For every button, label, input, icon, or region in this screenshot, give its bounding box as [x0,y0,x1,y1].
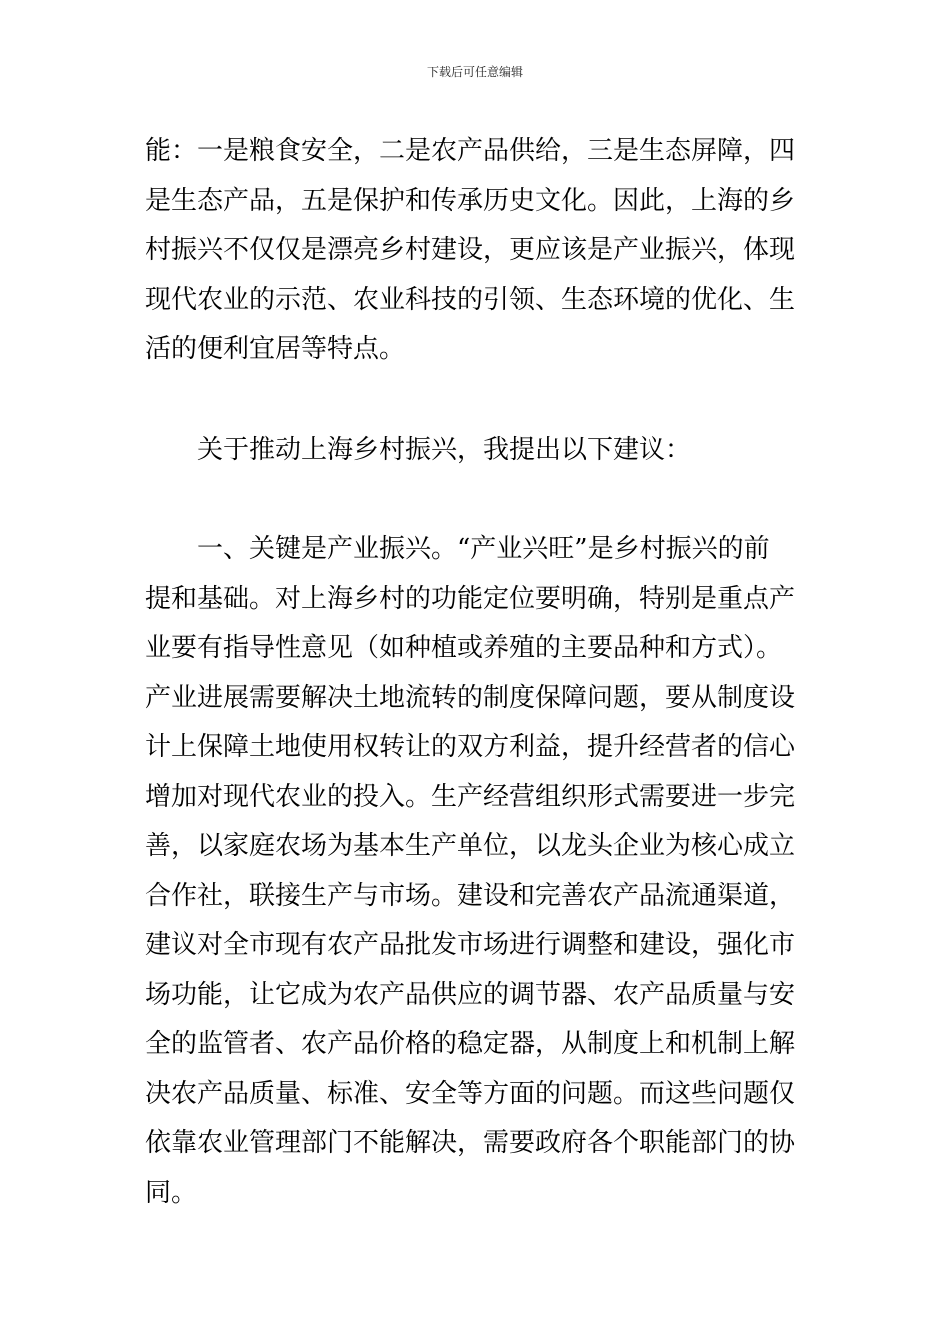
text-line: 是生态产品，五是保护和传承历史文化。因此，上海的乡 [145,185,796,216]
paragraph-3 [145,525,810,1218]
text-line: 同。 [145,1177,198,1208]
text-line: 村振兴不仅仅是漂亮乡村建设，更应该是产业振兴，体现 [145,235,796,265]
page-header: 下载后可任意编辑 [426,65,523,79]
text-line: 计上保障土地使用权转让的双方利益，提升经营者的信心 [145,732,796,762]
text-line: 决农产品质量、标准、安全等方面的问题。而这些问题仅 [145,1078,796,1109]
text-line: 活的便利宜居等特点。 [145,334,406,364]
text-line: 提和基础。对上海乡村的功能定位要明确，特别是重点产 [145,583,796,614]
text-line: 场功能，让它成为农产品供应的调节器、农产品质量与安 [145,979,796,1010]
text-line: 一、关键是产业振兴。“产业兴旺”是乡村振兴的前 [197,534,770,564]
text-line: 产业进展需要解决土地流转的制度保障问题，要从制度设 [145,682,796,713]
text-line: 全的监管者、农产品价格的稳定器，从制度上和机制上解 [145,1029,796,1059]
text-line: 能：一是粮食安全，二是农产品供给，三是生态屏障，四 [145,136,796,166]
text-line: 善，以家庭农场为基本生产单位，以龙头企业为核心成立 [145,831,796,861]
text-line: 建议对全市现有农产品批发市场进行调整和建设，强化市 [145,930,796,960]
text-line: 合作社，联接生产与市场。建设和完善农产品流通渠道， [145,880,796,911]
text-line: 业要有指导性意见（如种植或养殖的主要品种和方式）。 [145,633,783,663]
paragraph-1 [145,127,810,375]
text-line: 依靠农业管理部门不能解决，需要政府各个职能部门的协 [145,1128,796,1158]
paragraph-2 [145,426,810,476]
text-line: 关于推动上海乡村振兴，我提出以下建议： [197,435,692,465]
text-line: 增加对现代农业的投入。生产经营组织形式需要进一步完 [145,781,796,812]
text-line: 现代农业的示范、农业科技的引领、生态环境的优化、生 [145,284,796,315]
